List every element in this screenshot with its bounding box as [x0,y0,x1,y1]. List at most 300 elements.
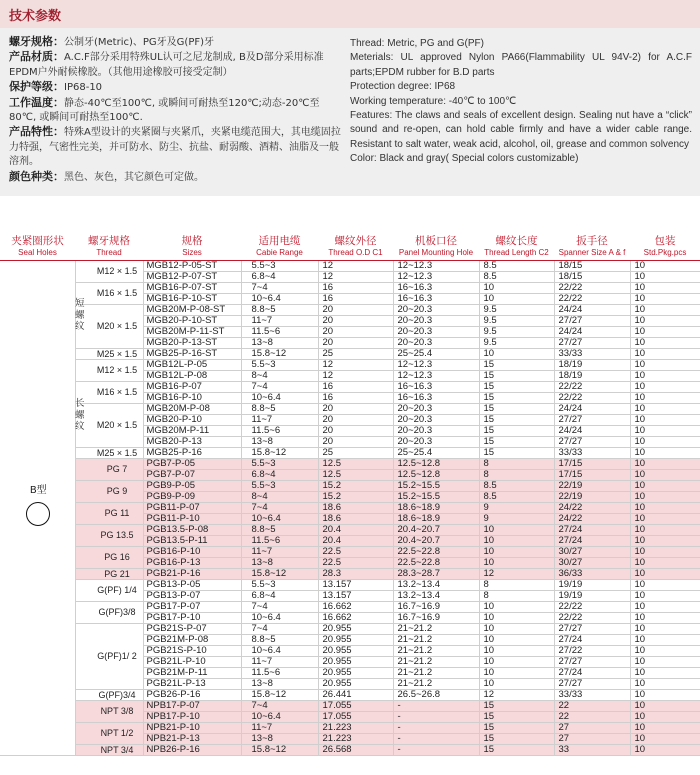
thread-label: M25 × 1.5 [96,348,138,359]
table-cell: 10 [630,381,700,392]
table-cell: 11.5~6 [241,535,318,546]
table-cell: 20 [318,315,393,326]
table-cell: 33/33 [554,348,630,359]
table-cell: 10 [630,502,700,513]
table-cell: 10 [630,722,700,733]
table-cell: 15 [479,381,554,392]
table-cell: 20 [318,403,393,414]
table-cell: MGB12-P-07-ST [143,271,241,282]
table-cell: 11~7 [241,414,318,425]
table-cell: NPB21-P-10 [143,722,241,733]
table-cell: 10 [630,293,700,304]
table-cell: 12~12.3 [393,271,479,282]
table-cell: 7~4 [241,623,318,634]
table-row [0,359,700,370]
table-cell: 22 [554,711,630,722]
column-header-en: Std.Pkg.pcs [643,248,687,258]
thread-cell [75,480,143,502]
table-cell: 10 [630,678,700,689]
table-cell: 20~20.3 [393,326,479,337]
table-cell: 21~21.2 [393,634,479,645]
table-cell: 12 [318,271,393,282]
column-header-cn: 扳手径 [576,235,608,248]
table-cell: MGB20-P-13 [143,436,241,447]
table-cell: 7~4 [241,700,318,711]
section-title: 技术参数 [9,9,62,24]
thread-label: G(PF)3/4 [98,689,136,700]
table-cell: 20~20.3 [393,425,479,436]
table-cell: 25 [318,348,393,359]
table-cell: 10 [479,524,554,535]
column-header [75,235,143,260]
cn-spec-item [9,96,341,126]
table-cell: 13~8 [241,436,318,447]
table-cell: 20 [318,436,393,447]
table-cell: 21~21.2 [393,623,479,634]
table-cell: PGB17-P-10 [143,612,241,623]
en-spec-item: Meterials: UL approved Nylon PA66(Flammability UL 94V-2) for A.C.F parts;EPDM rubber for B.D parts [350,52,692,78]
thread-label: PG 7 [106,464,128,474]
table-cell: 10 [630,711,700,722]
table-cell: 22/22 [554,612,630,623]
table-cell: 15.8~12 [241,744,318,755]
cn-spec-label: 保护等级： [9,80,64,94]
table-cell: 10 [479,612,554,623]
table-cell: 13~8 [241,733,318,744]
table-cell: 12.5 [318,469,393,480]
table-cell: 20.4~20.7 [393,535,479,546]
table-cell: 19/19 [554,579,630,590]
thread-cell [75,700,143,722]
table-cell: 10 [630,425,700,436]
table-cell: 24/22 [554,502,630,513]
thread-cell [75,546,143,568]
table-row [0,700,700,711]
table-cell: 25~25.4 [393,348,479,359]
table-row [0,282,700,293]
table-cell: 21~21.2 [393,667,479,678]
table-row [0,502,700,513]
table-cell: 10 [479,645,554,656]
table-cell: MGB20-P-13-ST [143,337,241,348]
table-row [0,304,700,315]
table-cell: 7~4 [241,601,318,612]
table-cell: 8 [479,590,554,601]
table-cell: 26.568 [318,744,393,755]
table-cell: 30/27 [554,557,630,568]
table-cell: 21~21.2 [393,678,479,689]
table-row [0,568,700,579]
table-row [0,722,700,733]
thread-cell [75,502,143,524]
thread-cell [75,722,143,744]
table-cell: 13~8 [241,557,318,568]
column-header-en: Panel Mounting Hole [398,248,474,258]
thread-label: M20 × 1.5 [96,321,138,331]
table-cell: MGB16-P-10 [143,392,241,403]
table-cell: MGB16-P-07-ST [143,282,241,293]
table-cell: MGB20-P-10 [143,414,241,425]
table-cell: 12 [318,260,393,271]
table-cell: NPB21-P-13 [143,733,241,744]
table-row [0,260,700,271]
table-cell: 12.5~12.8 [393,458,479,469]
table-cell: 21.223 [318,722,393,733]
thread-label: PG 9 [106,486,128,496]
table-cell: 22.5~22.8 [393,546,479,557]
table-cell: 16.7~16.9 [393,612,479,623]
table-cell: 20 [318,337,393,348]
table-cell: 12 [479,568,554,579]
table-cell: 18.6 [318,513,393,524]
table-row [0,744,700,755]
table-cell: 12.5 [318,458,393,469]
table-cell: 16 [318,293,393,304]
table-cell: MGB20M-P-11-ST [143,326,241,337]
table-cell: 10 [630,370,700,381]
thread-label: PG 13.5 [100,530,134,540]
column-header-cn: 螺牙规格 [88,235,130,248]
column-header-cn: 螺纹外径 [334,235,377,248]
table-cell: 16 [318,392,393,403]
column-header-cn: 机板口径 [415,235,457,248]
table-cell: 22/22 [554,381,630,392]
thread-label: M20 × 1.5 [96,420,138,430]
table-cell: 20.955 [318,678,393,689]
table-cell: 27 [554,722,630,733]
column-header [241,235,318,260]
table-cell: 16.662 [318,612,393,623]
table-cell: 9.5 [479,337,554,348]
cn-spec-item [9,170,341,185]
table-cell: 12~12.3 [393,359,479,370]
en-spec-item: Color: Black and gray( Special colors customizable) [350,153,579,165]
table-cell: 5.5~3 [241,260,318,271]
cn-spec-item [9,35,341,50]
table-cell: 22.5~22.8 [393,557,479,568]
table-cell: 26.441 [318,689,393,700]
thread-label: PG 11 [104,508,130,518]
table-cell: 20 [318,326,393,337]
table-cell: 18/15 [554,260,630,271]
table-cell: NPB26-P-16 [143,744,241,755]
table-cell: 15 [479,392,554,403]
table-cell: 10 [630,700,700,711]
table-cell: 33 [554,744,630,755]
table-cell: 28.3~28.7 [393,568,479,579]
table-cell: 20~20.3 [393,337,479,348]
table-cell: 24/24 [554,425,630,436]
long-thread-type-label: 长螺纹 [75,398,85,432]
table-cell: 20.4 [318,535,393,546]
table-cell: MGB12L-P-08 [143,370,241,381]
table-cell: MGB20M-P-08-ST [143,304,241,315]
table-cell: MGB16-P-10-ST [143,293,241,304]
table-cell: PGB21M-P-08 [143,634,241,645]
table-cell: 16.7~16.9 [393,601,479,612]
table-cell: 15.8~12 [241,689,318,700]
column-header [318,235,393,260]
table-cell: 8.5 [479,491,554,502]
seal-type-label: B型 [29,485,47,496]
en-spec-item: Features: The claws and seals of excellent design. Sealing nut have a “click” sound and re-open, can hold cable firmly and have a wider cable range. Resistant to salt water, weak acid, alcohol, oil, grease and common solvency [350,110,692,150]
table-cell: 33/33 [554,447,630,458]
table-cell: 21.223 [318,733,393,744]
thread-cell [75,744,143,755]
table-cell: 27/24 [554,634,630,645]
table-cell: 15.2~15.5 [393,480,479,491]
table-cell: 8 [479,458,554,469]
table-cell: PGB26-P-16 [143,689,241,700]
table-cell: 28.3 [318,568,393,579]
table-cell: 16~16.3 [393,282,479,293]
table-cell: PGB7-P-05 [143,458,241,469]
table-cell: 5.5~3 [241,480,318,491]
column-header [0,235,75,260]
table-cell: 22.5 [318,557,393,568]
table-cell: PGB11-P-10 [143,513,241,524]
table-cell: 18.6~18.9 [393,513,479,524]
table-cell: 24/24 [554,304,630,315]
table-cell: 15 [479,722,554,733]
table-cell: 19/19 [554,590,630,601]
table-cell: 10 [630,689,700,700]
table-cell: MGB16-P-07 [143,381,241,392]
table-cell: 10 [630,601,700,612]
table-cell: 18.6 [318,502,393,513]
table-cell: 27/27 [554,678,630,689]
table-cell: 16 [318,282,393,293]
table-cell: - [393,733,479,744]
table-cell: 27 [554,733,630,744]
table-cell: 10 [630,524,700,535]
table-cell: 9.5 [479,304,554,315]
table-cell: 16.662 [318,601,393,612]
table-cell: - [393,700,479,711]
table-cell: 10 [630,260,700,271]
table-cell: MGB25-P-16 [143,447,241,458]
short-thread-type-label: 短螺纹 [75,298,85,332]
table-cell: 17/15 [554,458,630,469]
table-cell: 13.2~13.4 [393,590,479,601]
table-cell: 8 [479,579,554,590]
table-cell: 20.955 [318,634,393,645]
column-header-cn: 规格 [181,235,203,248]
cn-spec-label: 螺牙规格： [9,35,64,48]
cn-spec-text: 静态-40℃至100℃, 或瞬间可耐热至120℃;动态-20℃至80℃, 或瞬间可耐热至100℃. [9,97,320,124]
table-cell: 10 [630,447,700,458]
cn-spec-item [9,80,341,95]
table-cell: 10 [630,271,700,282]
table-cell: 10 [630,579,700,590]
column-header-en: Spanner Size A & f [558,248,626,258]
table-cell: 25 [318,447,393,458]
table-row [0,447,700,458]
table-cell: 27/27 [554,436,630,447]
table-cell: PGB21L-P-13 [143,678,241,689]
table-cell: 11.5~6 [241,425,318,436]
cn-spec-item [9,125,341,169]
table-cell: 7~4 [241,282,318,293]
table-cell: 8 [479,469,554,480]
table-cell: 20 [318,414,393,425]
table-cell: 10 [630,513,700,524]
column-header-en: Seal Holes [18,248,57,258]
table-cell: 27/27 [554,623,630,634]
table-cell: 11.5~6 [241,326,318,337]
table-cell: 27/27 [554,315,630,326]
table-cell: 9 [479,513,554,524]
table-row [0,601,700,612]
table-cell: 11~7 [241,656,318,667]
table-cell: 10~6.4 [241,513,318,524]
english-specs [350,37,692,167]
table-cell: PGB21-P-16 [143,568,241,579]
table-cell: 8.5 [479,260,554,271]
table-cell: MGB12L-P-05 [143,359,241,370]
table-cell: 8.8~5 [241,634,318,645]
table-cell: 20~20.3 [393,414,479,425]
table-cell: 16~16.3 [393,293,479,304]
table-cell: 15 [479,370,554,381]
cn-spec-text: 黑色、灰色，其它颜色可定做。 [64,171,204,183]
table-cell: PGB13.5-P-11 [143,535,241,546]
table-row [0,546,700,557]
thread-cell [75,524,143,546]
table-cell: 27/22 [554,645,630,656]
table-row [0,348,700,359]
thread-label: G(PF) 1/4 [97,585,137,595]
thread-cell [75,348,143,359]
table-cell: 24/24 [554,326,630,337]
table-cell: 12~12.3 [393,260,479,271]
table-cell: MGB20M-P-08 [143,403,241,414]
table-cell: 17.055 [318,711,393,722]
table-cell: 15 [479,700,554,711]
table-cell: 5.5~3 [241,579,318,590]
table-cell: 10 [630,359,700,370]
table-cell: NPB17-P-10 [143,711,241,722]
thread-label: G(PF)1/ 2 [97,651,137,661]
table-cell: 11~7 [241,546,318,557]
table-cell: 15 [479,425,554,436]
table-cell: 6.8~4 [241,271,318,282]
table-cell: PGB21L-P-10 [143,656,241,667]
table-cell: 11~7 [241,315,318,326]
table-cell: 10 [630,667,700,678]
specification-table [0,235,700,756]
table-cell: PGB16-P-10 [143,546,241,557]
table-cell: 10~6.4 [241,711,318,722]
table-cell: 10 [479,535,554,546]
thread-label: M25 × 1.5 [96,447,138,458]
table-row [0,458,700,469]
table-cell: 10 [630,282,700,293]
table-cell: 20~20.3 [393,403,479,414]
table-cell: 10 [630,414,700,425]
table-cell: 33/33 [554,689,630,700]
cn-spec-text: A.C.F部分采用特殊UL认可之尼龙制成, B及D部分采用标准EPDM户外耐候橡胶。（其他用途橡胶可接受定制） [9,52,324,78]
column-header-cn: 螺纹长度 [495,235,538,248]
table-cell: 20.955 [318,656,393,667]
table-cell: 17.055 [318,700,393,711]
table-cell: 10 [630,656,700,667]
table-cell: 27/27 [554,656,630,667]
table-cell: 10~6.4 [241,645,318,656]
cn-spec-text: IP68-10 [64,82,103,94]
thread-cell [75,601,143,623]
table-cell: 21~21.2 [393,645,479,656]
table-cell: 11.5~6 [241,667,318,678]
table-cell: 15 [479,359,554,370]
table-cell: 5.5~3 [241,458,318,469]
thread-label: M12 × 1.5 [96,365,138,375]
table-cell: 10~6.4 [241,392,318,403]
table-cell: 10 [630,458,700,469]
thread-label: PG 16 [104,552,130,562]
chinese-specs [9,35,341,185]
table-cell: PGB16-P-13 [143,557,241,568]
table-body [0,260,700,755]
thread-label: NPT 3/4 [100,744,134,755]
table-cell: 20.955 [318,667,393,678]
table-cell: 36/33 [554,568,630,579]
column-header [630,235,700,260]
table-cell: PGB21M-P-11 [143,667,241,678]
table-cell: MGB25-P-16-ST [143,348,241,359]
table-cell: 8.8~5 [241,403,318,414]
table-cell: 27/24 [554,535,630,546]
column-header-cn: 包装 [654,235,676,248]
column-header-cn: 夹紧圈形状 [11,235,64,248]
table-cell: 13~8 [241,337,318,348]
table-cell: - [393,722,479,733]
table-cell: 16 [318,381,393,392]
table-cell: PGB7-P-07 [143,469,241,480]
table-cell: 10 [479,557,554,568]
table-cell: 10 [630,392,700,403]
en-spec-item: Working temperature: -40℃ to 100℃ [350,95,517,107]
table-cell: 22/19 [554,491,630,502]
column-header-en: Thread [96,248,122,258]
table-cell: 5.5~3 [241,359,318,370]
table-cell: 12~12.3 [393,370,479,381]
table-cell: 10 [630,645,700,656]
table-cell: 10 [479,656,554,667]
table-cell: 10 [630,557,700,568]
cn-spec-label: 颜色种类： [9,169,64,183]
table-cell: 10 [630,634,700,645]
table-cell: 15.2 [318,491,393,502]
table-cell: 12 [318,370,393,381]
table-cell: 27/27 [554,337,630,348]
table-cell: 7~4 [241,381,318,392]
table-cell: 10 [630,568,700,579]
table-cell: 8.5 [479,271,554,282]
table-cell: 10 [630,326,700,337]
thread-label: G(PF)3/8 [98,607,136,617]
table-cell: 15.8~12 [241,447,318,458]
table-cell: 22/19 [554,480,630,491]
table-cell: 15 [479,436,554,447]
table-cell: 18/15 [554,271,630,282]
thread-cell [75,579,143,601]
table-cell: 15 [479,447,554,458]
en-spec-item: Protection degree: IP68 [350,81,456,93]
table-cell: 15 [479,414,554,425]
table-cell: 15 [479,744,554,755]
table-cell: 20~20.3 [393,436,479,447]
